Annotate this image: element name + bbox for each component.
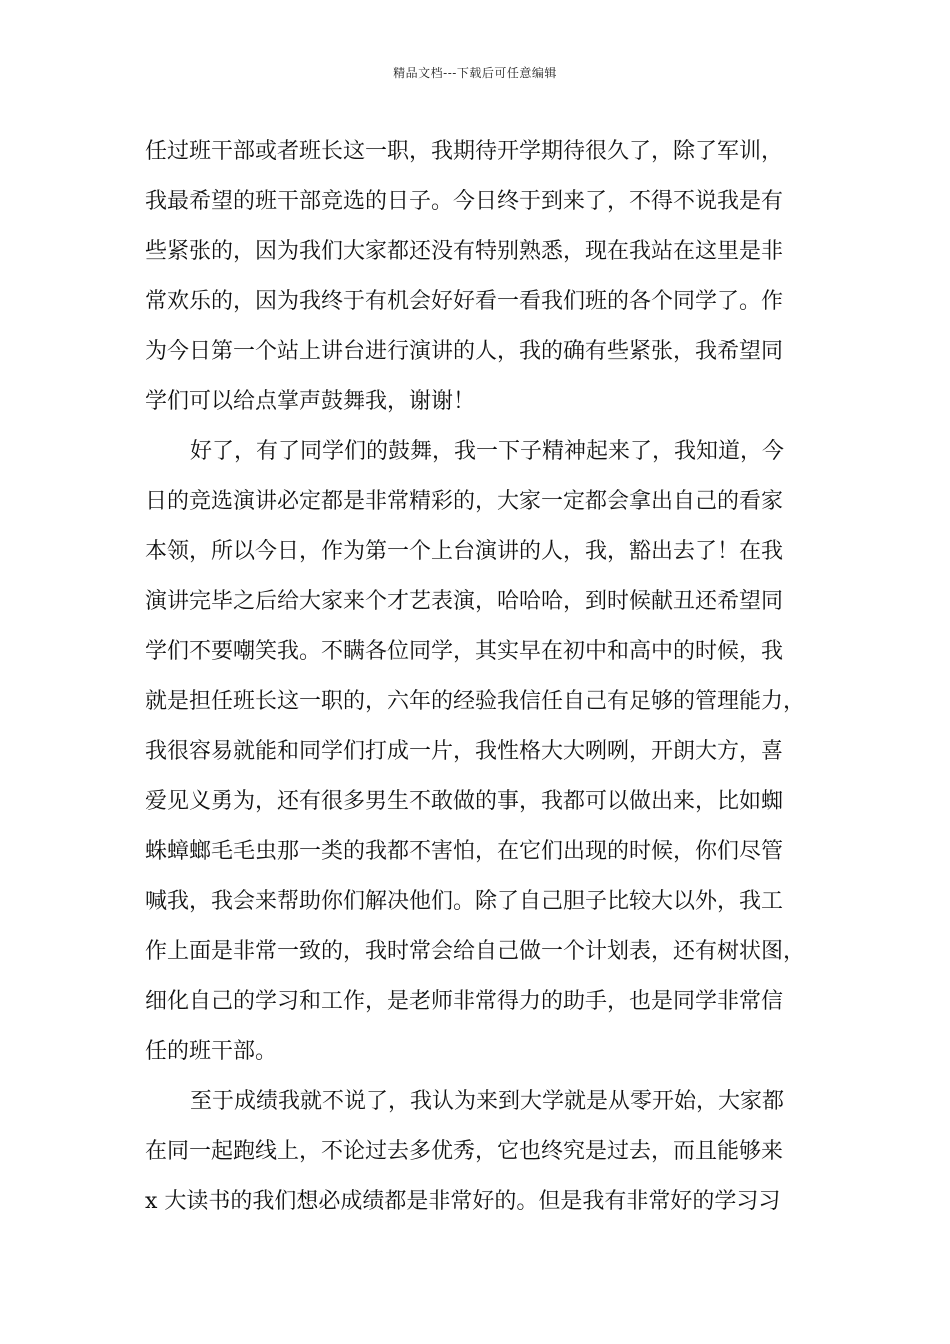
text-line: 就是担任班长这一职的，六年的经验我信任自己有足够的管理能力， xyxy=(145,689,806,714)
text-line: 细化自己的学习和工作，是老师非常得力的助手，也是同学非常信 xyxy=(145,989,784,1014)
text-line: 学们不要嘲笑我。不瞒各位同学，其实早在初中和高中的时候，我 xyxy=(145,639,784,664)
paragraph-start-line: 好了，有了同学们的鼓舞，我一下子精神起来了，我知道，今 xyxy=(190,439,785,464)
text-line: 常欢乐的，因为我终于有机会好好看一看我们班的各个同学了。作 xyxy=(145,289,784,314)
text-line: 喊我，我会来帮助你们解决他们。除了自己胆子比较大以外，我工 xyxy=(145,889,784,914)
paragraph-start-line: 至于成绩我就不说了，我认为来到大学就是从零开始，大家都 xyxy=(190,1089,785,1114)
text-line: 任过班干部或者班长这一职，我期待开学期待很久了，除了军训， xyxy=(145,139,784,164)
text-line: 蛛蟑螂毛毛虫那一类的我都不害怕，在它们出现的时候，你们尽管 xyxy=(145,839,784,864)
document-body xyxy=(145,127,825,1227)
text-line: 学们可以给点掌声鼓舞我，谢谢！ xyxy=(145,389,476,414)
text-line: 任的班干部。 xyxy=(145,1039,278,1064)
text-line: 我最希望的班干部竞选的日子。今日终于到来了，不得不说我是有 xyxy=(145,189,784,214)
text-line: 作上面是非常一致的，我时常会给自己做一个计划表，还有树状图， xyxy=(145,939,806,964)
page-header: 精品文档---下载后可任意编辑 xyxy=(393,66,557,80)
text-line: 本领，所以今日，作为第一个上台演讲的人，我，豁出去了！在我 xyxy=(145,539,784,564)
text-line: 为今日第一个站上讲台进行演讲的人，我的确有些紧张，我希望同 xyxy=(145,339,784,364)
text-line: x 大读书的我们想必成绩都是非常好的。但是我有非常好的学习习 xyxy=(145,1189,781,1214)
text-line: 在同一起跑线上，不论过去多优秀，它也终究是过去，而且能够来 xyxy=(145,1139,784,1164)
text-line: 爱见义勇为，还有很多男生不敢做的事，我都可以做出来，比如蜘 xyxy=(145,789,784,814)
text-line: 日的竞选演讲必定都是非常精彩的，大家一定都会拿出自己的看家 xyxy=(145,489,784,514)
text-line: 我很容易就能和同学们打成一片，我性格大大咧咧，开朗大方，喜 xyxy=(145,739,784,764)
text-line: 些紧张的，因为我们大家都还没有特别熟悉，现在我站在这里是非 xyxy=(145,239,784,264)
text-line: 演讲完毕之后给大家来个才艺表演，哈哈哈，到时候献丑还希望同 xyxy=(145,589,784,614)
